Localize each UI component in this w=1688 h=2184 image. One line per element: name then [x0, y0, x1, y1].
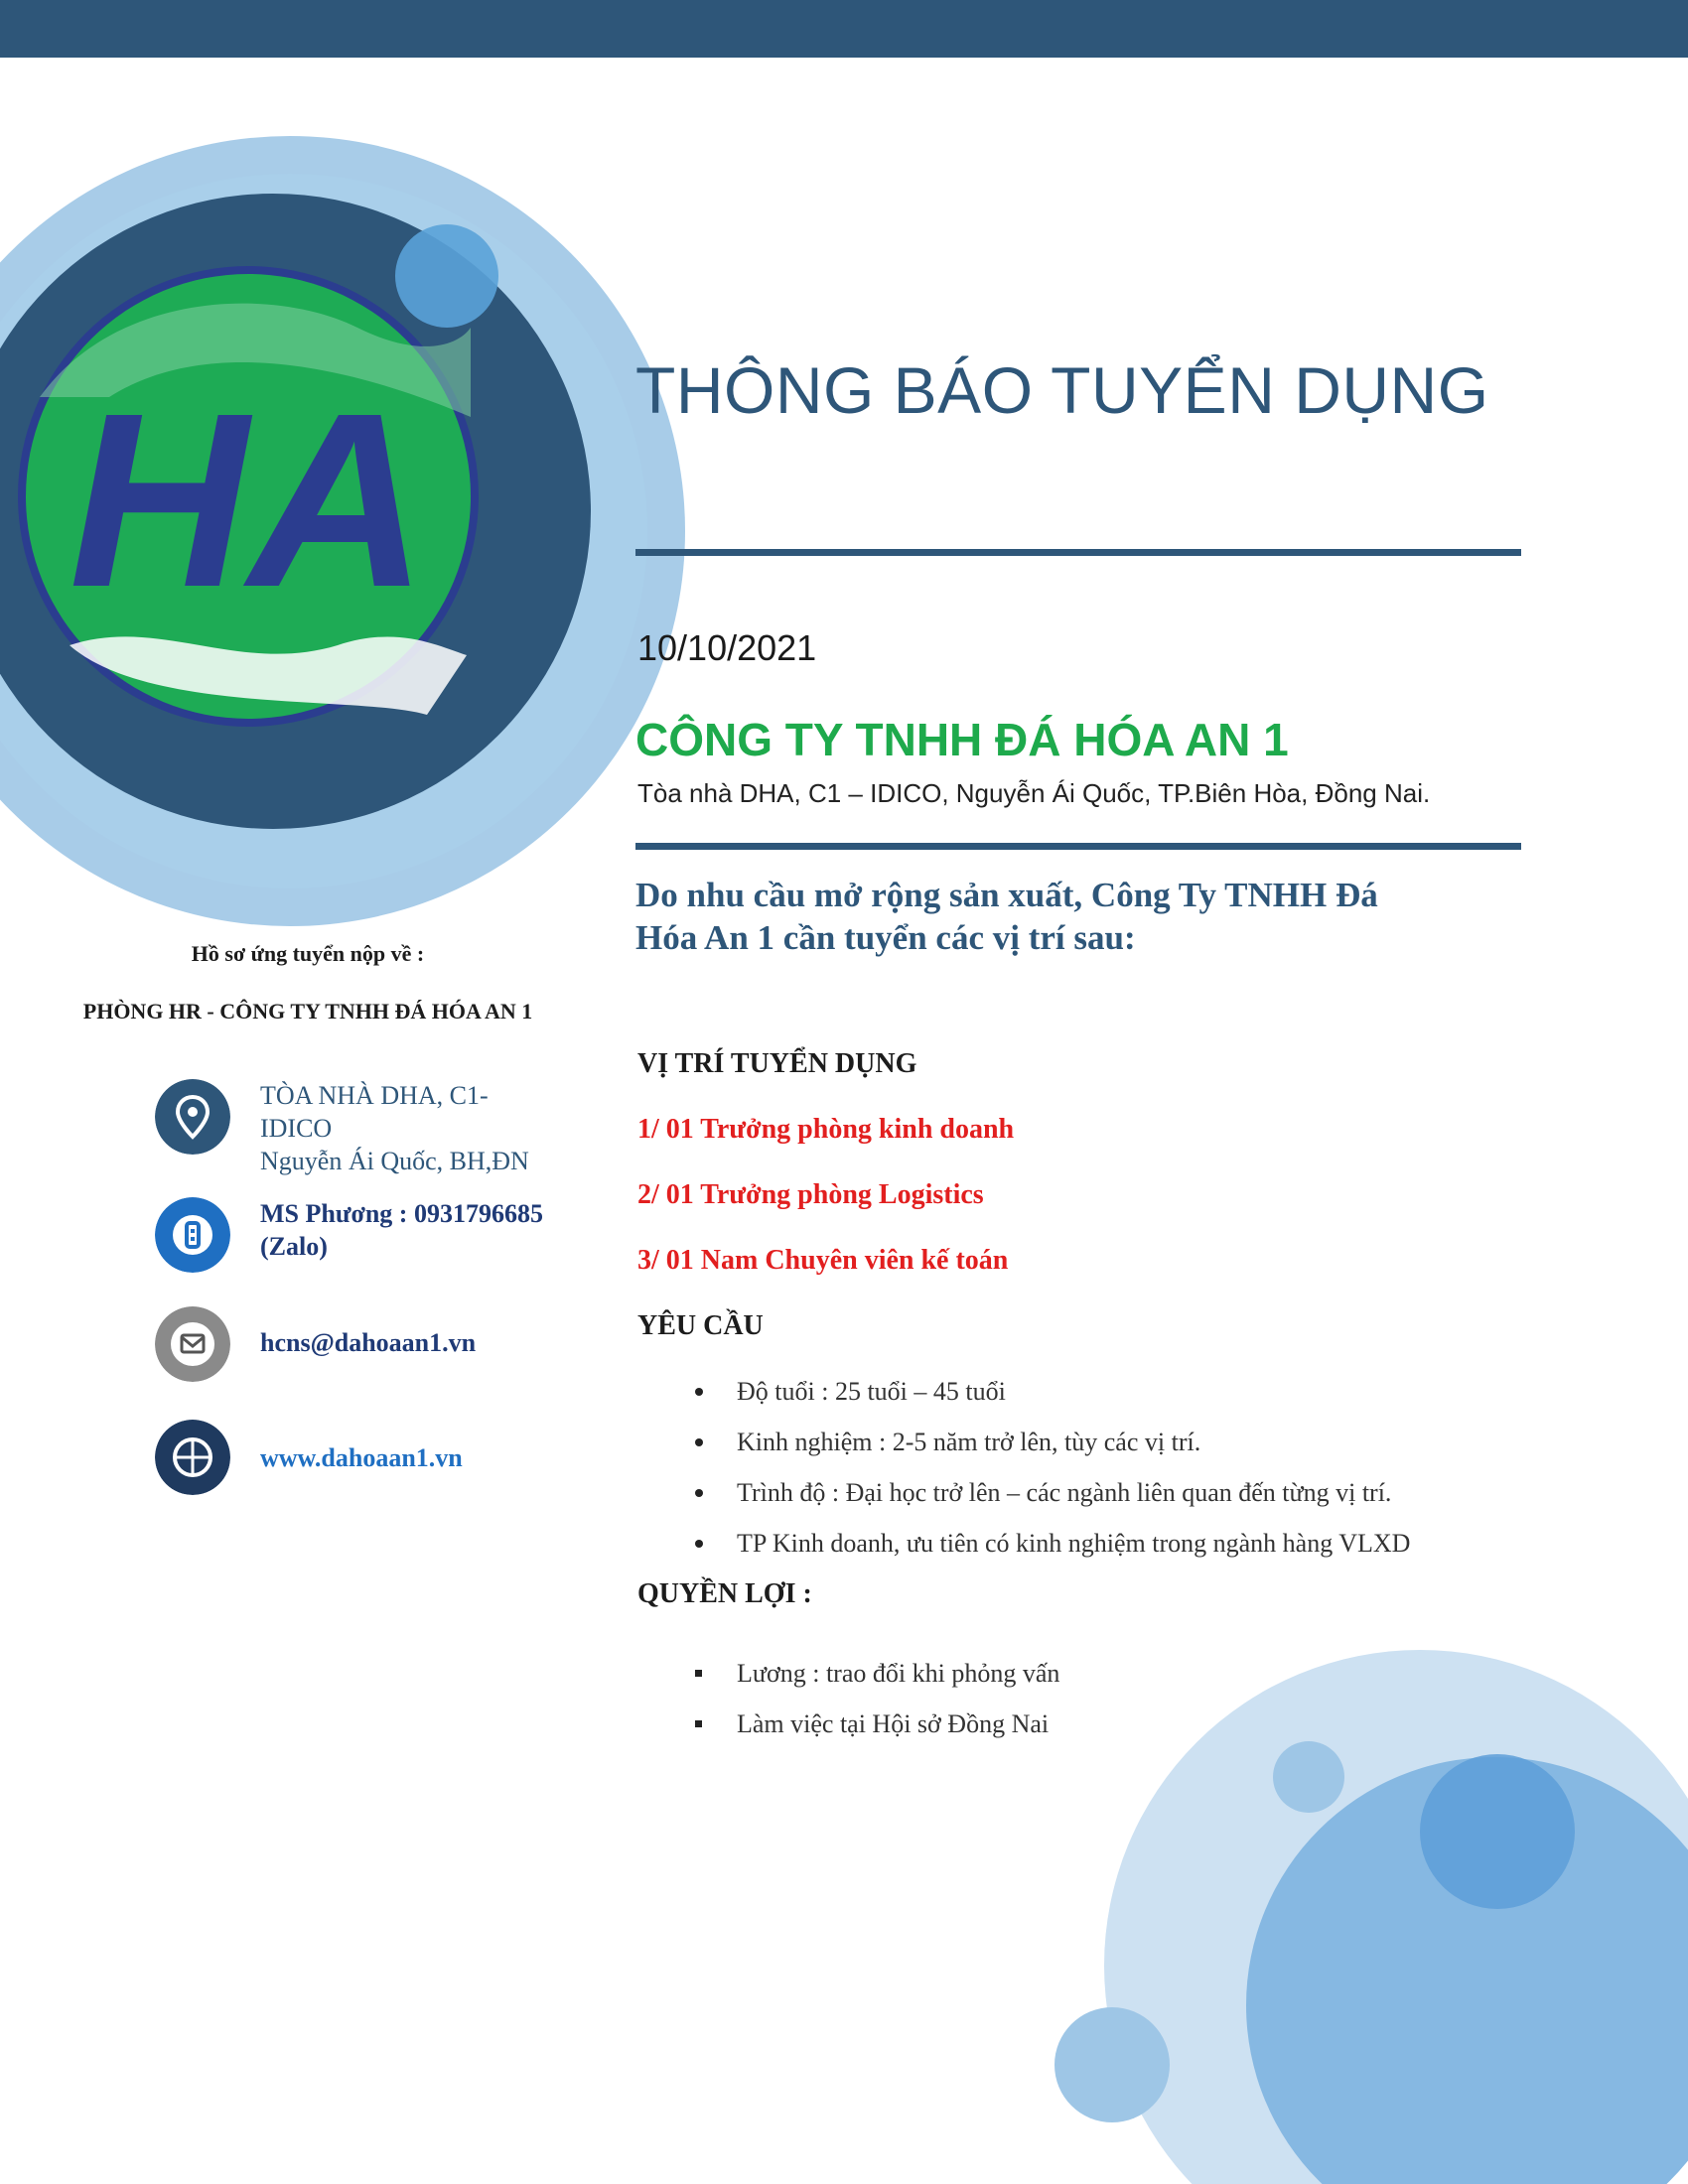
company-name: CÔNG TY TNHH ĐÁ HÓA AN 1 [635, 714, 1289, 765]
address-line-3: Nguyễn Ái Quốc, BH,ĐN [260, 1147, 529, 1175]
intro-text [635, 874, 1529, 959]
page-title: THÔNG BÁO TUYỂN DỤNG [635, 353, 1489, 427]
bubble-upper [1420, 1754, 1575, 1909]
phone-number[interactable]: MS Phương : 0931796685 [260, 1199, 543, 1228]
requirement-item: Độ tuổi : 25 tuổi – 45 tuổi [637, 1372, 1531, 1423]
address-line-1: TÒA NHÀ DHA, C1- [260, 1081, 489, 1110]
benefit-item: Lương : trao đổi khi phỏng vấn [637, 1654, 1531, 1705]
phone-icon [155, 1197, 230, 1273]
requirement-item: TP Kinh doanh, ưu tiên có kinh nghiệm trong ngành hàng VLXD [637, 1524, 1531, 1574]
mail-icon [155, 1306, 230, 1382]
logo-letters: HA [69, 361, 428, 638]
benefits-heading: QUYỀN LỢI : [637, 1578, 812, 1609]
location-icon [155, 1079, 230, 1155]
positions-heading: VỊ TRÍ TUYỂN DỤNG [637, 1048, 917, 1079]
intro-line-2: Hóa An 1 cần tuyển các vị trí sau: [635, 918, 1136, 957]
title-divider [635, 549, 1521, 556]
hr-department: PHÒNG HR - CÔNG TY TNHH ĐÁ HÓA AN 1 [82, 999, 533, 1024]
website-link[interactable]: www.dahoaan1.vn [260, 1443, 463, 1472]
requirements-list [637, 1372, 1531, 1574]
web-icon [155, 1420, 230, 1495]
position-item: 2/ 01 Trưởng phòng Logistics [637, 1179, 984, 1210]
phone-note: (Zalo) [260, 1232, 328, 1261]
benefits-list [637, 1654, 1531, 1755]
position-item: 3/ 01 Nam Chuyên viên kế toán [637, 1245, 1009, 1276]
apply-label: Hồ sơ ứng tuyển nộp về : [191, 941, 425, 966]
requirement-item: Kinh nghiệm : 2-5 năm trở lên, tùy các vị trí. [637, 1423, 1531, 1473]
splash-small-circle [395, 224, 498, 328]
intro-line-1: Do nhu cầu mở rộng sản xuất, Công Ty TNHH Đá [635, 876, 1378, 914]
position-item: 1/ 01 Trưởng phòng kinh doanh [637, 1114, 1015, 1145]
company-logo [18, 266, 479, 727]
requirements-heading: YÊU CẦU [637, 1310, 764, 1341]
address-line-2: IDICO [260, 1114, 333, 1143]
job-details [637, 1044, 1531, 1755]
company-address: Tòa nhà DHA, C1 – IDICO, Nguyễn Ái Quốc, TP.Biên Hòa, Đồng Nai. [637, 778, 1431, 808]
address-text [260, 1079, 598, 1177]
email-link[interactable]: hcns@dahoaan1.vn [260, 1328, 477, 1357]
benefit-item: Làm việc tại Hội sở Đồng Nai [637, 1705, 1531, 1755]
phone-text[interactable] [260, 1197, 598, 1263]
company-divider [635, 843, 1521, 850]
bubble-small-left [1055, 2007, 1170, 2122]
notice-date: 10/10/2021 [637, 627, 817, 668]
requirement-item: Trình độ : Đại học trở lên – các ngành liên quan đến từng vị trí. [637, 1473, 1531, 1524]
